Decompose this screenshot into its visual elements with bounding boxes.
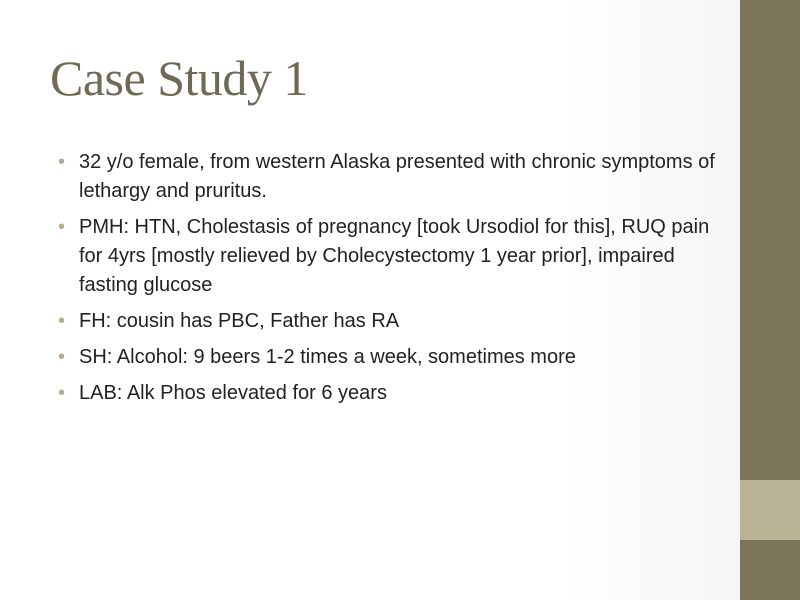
- bullet-dot-icon: •: [58, 151, 66, 173]
- bullet-item-patient: [58, 148, 718, 206]
- bullet-text-patient: 32 y/o female, from western Alaska presented with chronic symptoms of lethargy and pruritus.: [79, 151, 715, 202]
- side-accent-bar: [740, 0, 800, 600]
- bullet-dot-icon: •: [58, 382, 66, 404]
- bullet-text-pmh: PMH: HTN, Cholestasis of pregnancy [took Ursodiol for this], RUQ pain for 4yrs [mostly relieved by Cholecystectomy 1 year prior], impaired fasting glucose: [79, 216, 710, 296]
- slide-title: Case Study 1: [50, 50, 308, 106]
- bullet-item-pmh: [58, 213, 718, 300]
- bullet-item-lab: [58, 379, 718, 408]
- bullet-item-sh: [58, 343, 718, 372]
- bullet-dot-icon: •: [58, 346, 66, 368]
- bullet-text-fh: FH: cousin has PBC, Father has RA: [79, 310, 400, 332]
- side-accent-bar-light: [740, 480, 800, 540]
- bullet-text-lab: LAB: Alk Phos elevated for 6 years: [79, 382, 387, 404]
- bullet-dot-icon: •: [58, 310, 66, 332]
- bullet-list: [58, 148, 718, 415]
- bullet-item-fh: [58, 307, 718, 336]
- bullet-text-sh: SH: Alcohol: 9 beers 1-2 times a week, sometimes more: [79, 346, 576, 368]
- bullet-dot-icon: •: [58, 216, 66, 238]
